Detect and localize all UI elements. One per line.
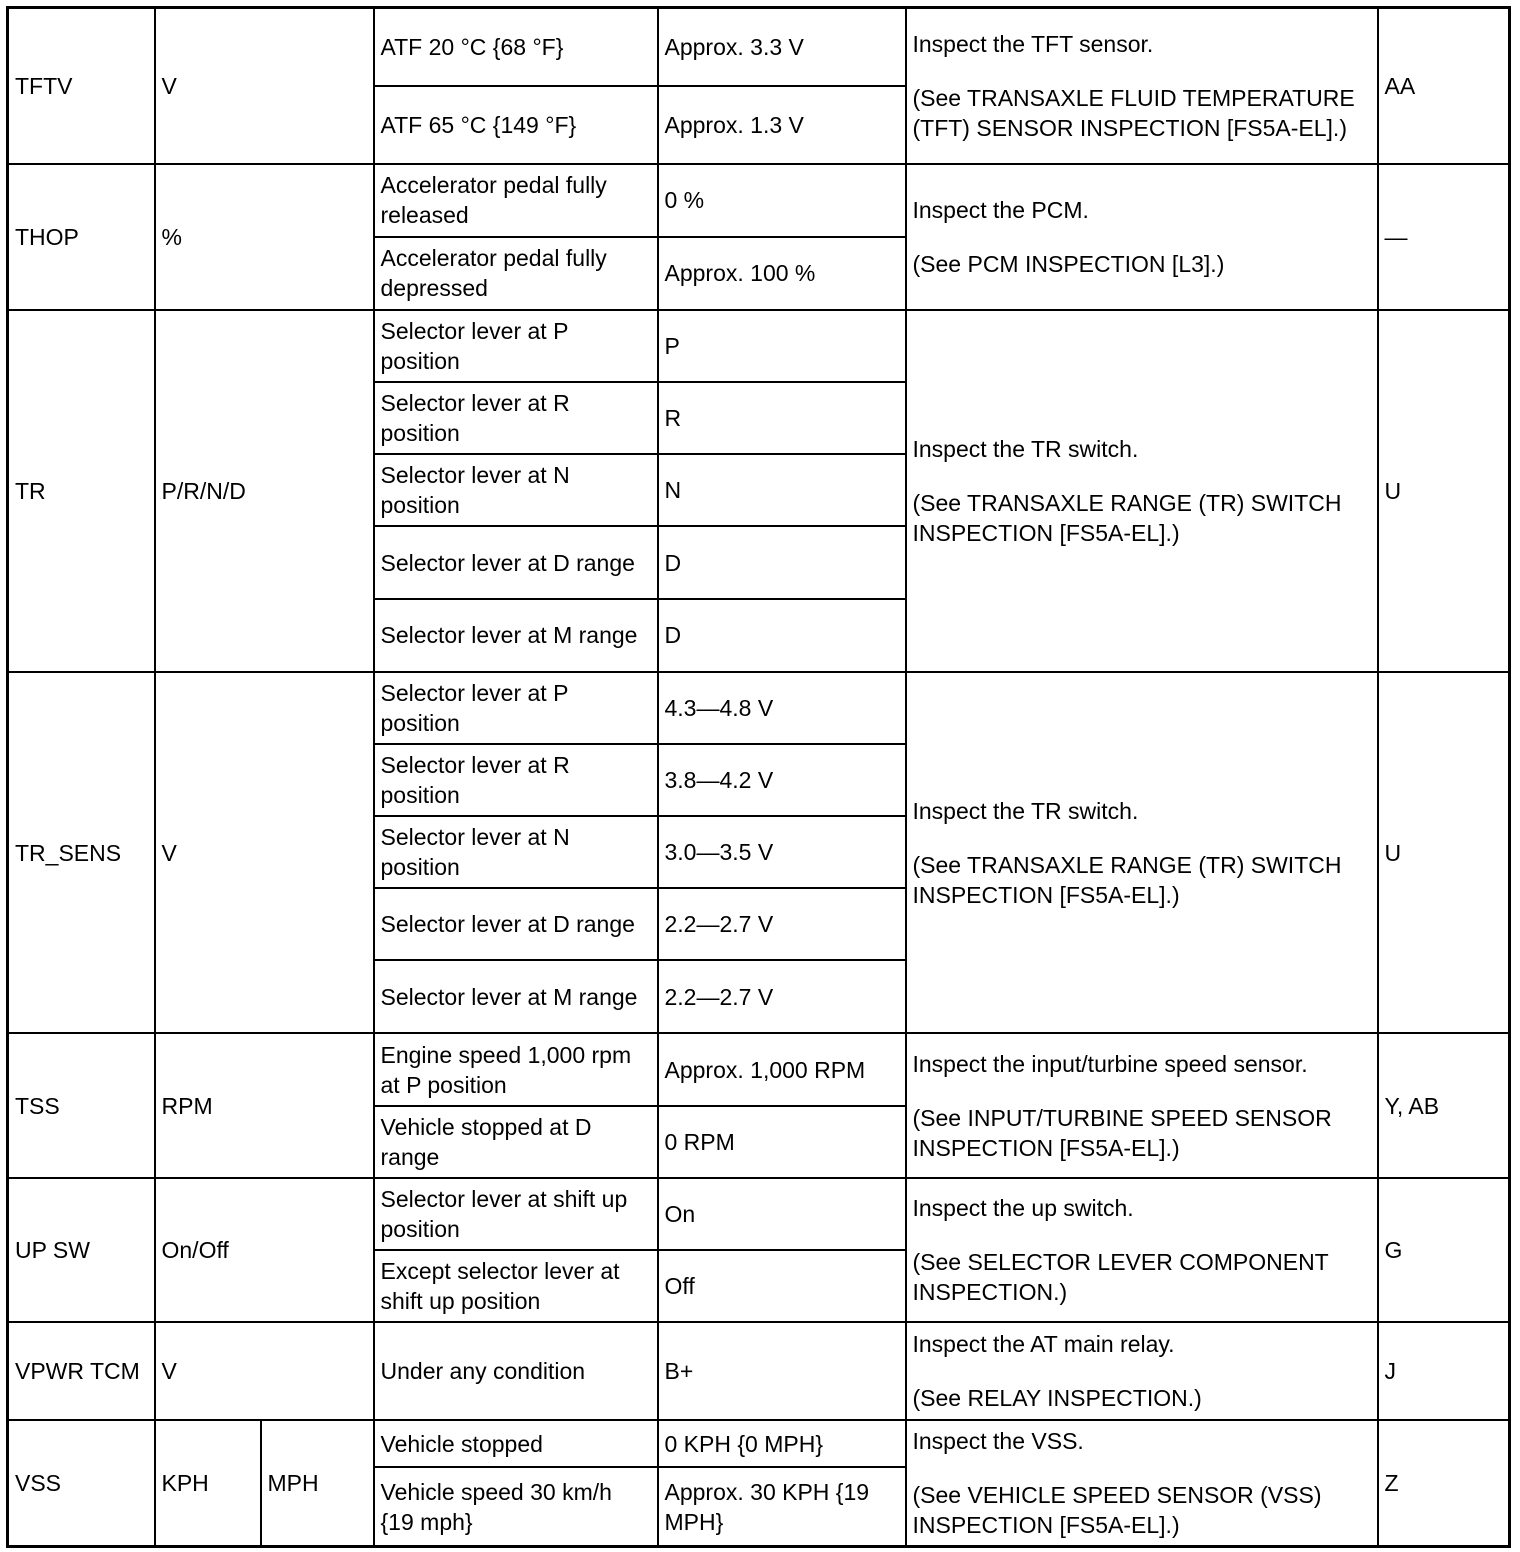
action-cell — [906, 672, 1378, 1034]
value-cell: 3.8—4.2 V — [658, 744, 906, 816]
unit-cell: P/R/N/D — [155, 310, 374, 672]
table-row — [8, 1420, 1510, 1467]
condition-cell: Selector lever at P position — [374, 672, 658, 744]
reference-text: (See SELECTOR LEVER COMPONENT INSPECTION.) — [912, 1248, 1329, 1305]
dtc-cell: Z — [1378, 1420, 1510, 1546]
condition-cell: Selector lever at D range — [374, 888, 658, 960]
dtc-cell: Y, AB — [1378, 1033, 1510, 1177]
reference-text: (See VEHICLE SPEED SENSOR (VSS) INSPECTION [FS5A-EL].) — [912, 1482, 1322, 1539]
value-cell: D — [658, 526, 906, 598]
action-text: Inspect the PCM. — [912, 196, 1089, 223]
action-cell — [906, 310, 1378, 672]
condition-cell: Vehicle stopped — [374, 1420, 658, 1467]
table-row — [8, 1322, 1510, 1420]
reference-text: (See RELAY INSPECTION.) — [912, 1385, 1202, 1412]
action-text: Inspect the input/turbine speed sensor. — [912, 1050, 1308, 1077]
value-cell: Approx. 30 KPH {19 MPH} — [658, 1467, 906, 1546]
action-cell — [906, 1178, 1378, 1322]
unit-cell: V — [155, 672, 374, 1034]
pid-item-cell: UP SW — [8, 1178, 155, 1322]
action-cell — [906, 8, 1378, 164]
table-row — [8, 672, 1510, 744]
value-cell: Approx. 1.3 V — [658, 86, 906, 164]
pid-item-cell: VSS — [8, 1420, 155, 1546]
table-row — [8, 164, 1510, 237]
action-text: Inspect the AT main relay. — [912, 1331, 1175, 1358]
condition-cell: Accelerator pedal fully released — [374, 164, 658, 237]
condition-cell: Except selector lever at shift up position — [374, 1250, 658, 1322]
dtc-cell: G — [1378, 1178, 1510, 1322]
condition-cell: Selector lever at M range — [374, 960, 658, 1033]
table-row — [8, 310, 1510, 382]
reference-text: (See TRANSAXLE RANGE (TR) SWITCH INSPECTION [FS5A-EL].) — [912, 489, 1342, 546]
condition-cell: Selector lever at shift up position — [374, 1178, 658, 1250]
condition-cell: Selector lever at R position — [374, 744, 658, 816]
unit-cell: V — [155, 8, 374, 164]
action-cell — [906, 1420, 1378, 1546]
pid-monitor-table — [6, 6, 1511, 1548]
condition-cell: Selector lever at N position — [374, 816, 658, 888]
value-cell: B+ — [658, 1322, 906, 1420]
table-row — [8, 1178, 1510, 1250]
table-row — [8, 8, 1510, 86]
reference-text: (See TRANSAXLE RANGE (TR) SWITCH INSPECTION [FS5A-EL].) — [912, 851, 1342, 908]
value-cell: N — [658, 454, 906, 526]
value-cell: 2.2—2.7 V — [658, 888, 906, 960]
reference-text: (See TRANSAXLE FLUID TEMPERATURE (TFT) SENSOR INSPECTION [FS5A-EL].) — [912, 84, 1355, 141]
pid-item-cell: TR_SENS — [8, 672, 155, 1034]
value-cell: R — [658, 382, 906, 454]
condition-cell: Selector lever at N position — [374, 454, 658, 526]
unit-cell: V — [155, 1322, 374, 1420]
action-cell — [906, 1322, 1378, 1420]
action-text: Inspect the VSS. — [912, 1428, 1084, 1455]
reference-text: (See PCM INSPECTION [L3].) — [912, 250, 1225, 277]
value-cell: 2.2—2.7 V — [658, 960, 906, 1033]
condition-cell: Accelerator pedal fully depressed — [374, 237, 658, 310]
condition-cell: Engine speed 1,000 rpm at P position — [374, 1033, 658, 1105]
action-cell — [906, 1033, 1378, 1177]
unit-cell: RPM — [155, 1033, 374, 1177]
value-cell: Off — [658, 1250, 906, 1322]
condition-cell: ATF 20 °C {68 °F} — [374, 8, 658, 86]
pid-item-cell: TSS — [8, 1033, 155, 1177]
value-cell: 3.0—3.5 V — [658, 816, 906, 888]
table-row — [8, 1033, 1510, 1105]
dtc-cell: U — [1378, 672, 1510, 1034]
value-cell: 4.3—4.8 V — [658, 672, 906, 744]
condition-cell: Selector lever at M range — [374, 599, 658, 672]
pid-item-cell: VPWR TCM — [8, 1322, 155, 1420]
pid-item-cell: TR — [8, 310, 155, 672]
dtc-cell: AA — [1378, 8, 1510, 164]
value-cell: D — [658, 599, 906, 672]
unit-cell: KPH — [155, 1420, 261, 1546]
condition-cell: Vehicle stopped at D range — [374, 1106, 658, 1178]
value-cell: Approx. 1,000 RPM — [658, 1033, 906, 1105]
value-cell: Approx. 3.3 V — [658, 8, 906, 86]
condition-cell: ATF 65 °C {149 °F} — [374, 86, 658, 164]
value-cell: 0 KPH {0 MPH} — [658, 1420, 906, 1467]
condition-cell: Selector lever at P position — [374, 310, 658, 382]
action-text: Inspect the TR switch. — [912, 435, 1139, 462]
dtc-cell: — — [1378, 164, 1510, 310]
condition-cell: Vehicle speed 30 km/h {19 mph} — [374, 1467, 658, 1546]
value-cell: P — [658, 310, 906, 382]
value-cell: 0 % — [658, 164, 906, 237]
condition-cell: Selector lever at R position — [374, 382, 658, 454]
unit-cell-secondary: MPH — [261, 1420, 374, 1546]
reference-text: (See INPUT/TURBINE SPEED SENSOR INSPECTION [FS5A-EL].) — [912, 1104, 1332, 1161]
dtc-cell: U — [1378, 310, 1510, 672]
value-cell: Approx. 100 % — [658, 237, 906, 310]
value-cell: 0 RPM — [658, 1106, 906, 1178]
unit-cell: On/Off — [155, 1178, 374, 1322]
dtc-cell: J — [1378, 1322, 1510, 1420]
pid-item-cell: THOP — [8, 164, 155, 310]
unit-cell: % — [155, 164, 374, 310]
value-cell: On — [658, 1178, 906, 1250]
action-text: Inspect the TFT sensor. — [912, 30, 1154, 57]
action-text: Inspect the TR switch. — [912, 797, 1139, 824]
action-cell — [906, 164, 1378, 310]
action-text: Inspect the up switch. — [912, 1194, 1134, 1221]
pid-item-cell: TFTV — [8, 8, 155, 164]
condition-cell: Selector lever at D range — [374, 526, 658, 598]
condition-cell: Under any condition — [374, 1322, 658, 1420]
